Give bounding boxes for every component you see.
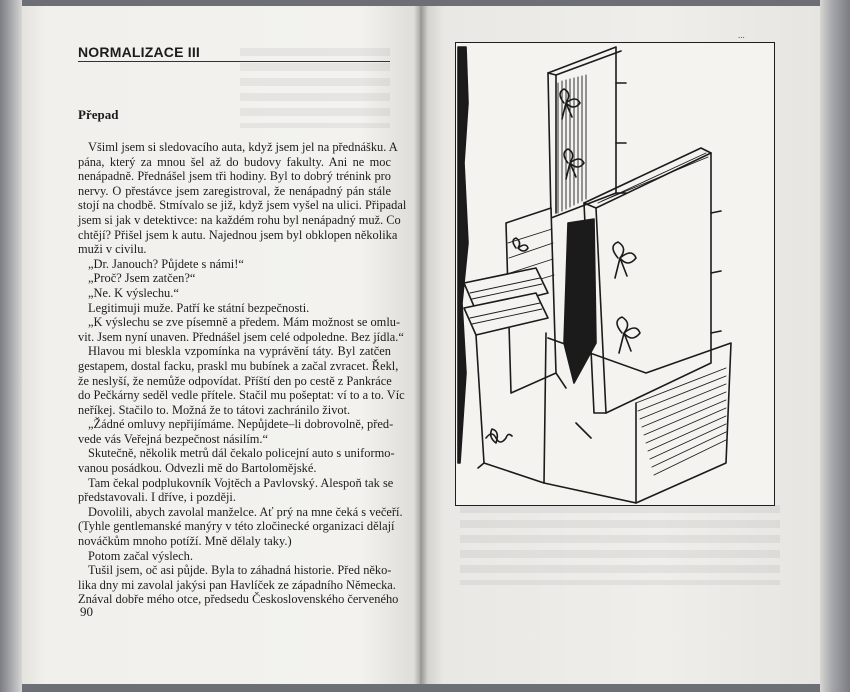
text-line: vit. Jsem nyní unaven. Přednášel jsem celé odpoledne. Bez jídla.“ [78,329,404,344]
left-page-edge [0,0,22,692]
text-line: vanou posádkou. Odvezli mě do Bartolomějské. [78,461,317,476]
text-line: stojí na chodbě. Stmívalo se již, když jsem vyšel na ulici. Připadal [78,198,407,213]
show-through-shadow-right [460,505,780,585]
book-gutter [414,6,428,684]
text-line: „K výslechu se zve písemně a předem. Mám možnost se omlu- [88,315,401,330]
text-line: lika dny mi zavolal jakýsi pan Havlíček ze západního Německa. [78,577,396,592]
text-line: vede vás Veřejná bezpečnost násilím.“ [78,431,269,446]
text-line: do Pečkárny seděl vedle přítele. Stačil mu pošeptat: ví to a to. Víc [78,388,405,403]
text-line: pána, který za mnou šel až do budovy fakulty. Ani ne moc [78,154,391,169]
illustration-frame [455,42,775,506]
text-line: gestapem, dostal facku, praskl mu bubínek a začal zvracet. Řekl, [78,358,399,373]
text-line: „Žádné omluvy nepřijímáme. Nepůjdete–li dobrovolně, před- [88,417,394,432]
text-line: že neslyší, že nemůže odpovídat. Příští den po cestě z Pankráce [78,373,392,388]
page-number: 90 [80,604,93,619]
title-rule [78,61,390,62]
text-line: Dovolili, abych zavolal manželce. Ať prý na mne čeká s večeří. [88,504,403,519]
right-page-edge [820,0,850,692]
text-line: představovali. I dříve, i později. [78,490,236,505]
text-line: Tam čekal podplukovník Vojtěch a Pavlovský. Alespoň tak se [88,475,394,490]
ink-sketch-illustration [456,43,774,505]
text-line: nenápadně. Přednášel jsem tři hodiny. Byl to dobrý trénink pro [78,169,391,184]
corner-mark: ... [738,30,745,40]
text-line: neříkej. Stačilo to. Možná že to tátovi zachránilo život. [78,402,351,417]
section-heading: Přepad [78,107,119,122]
text-line: „Proč? Jsem zatčen?“ [88,271,196,286]
text-line: Všiml jsem si sledovacího auta, když jsem jel na přednášku. A [88,140,398,154]
body-text [78,140,407,607]
text-line: nováčkům mnoho potíží. Mně dělaly taky.) [78,534,292,549]
text-line: nervy. O přestávce jsem zaregistroval, že nenápadný pán stále [78,183,391,198]
chapter-title: NORMALIZACE III [78,44,200,60]
text-line: Hlavou mi bleskla vzpomínka na vyprávění táty. Byl zatčen [88,344,391,359]
text-line: Potom začal výslech. [88,548,193,563]
text-line: Legitimuji muže. Patří ke státní bezpečnosti. [88,300,310,315]
text-line: chtějí? Přišel jsem k autu. Najednou jsem byl obklopen několika [78,227,398,242]
show-through-shadow-left [240,48,390,128]
text-line: „Ne. K výslechu.“ [88,285,179,300]
text-line: jsem si jak v detektivce: na každém rohu byl nenápadný muž. Co [78,212,401,227]
text-line: muži v civilu. [78,242,147,257]
text-line: „Dr. Janouch? Půjdete s námi!“ [88,256,244,271]
text-line: Skutečně, několik metrů dál čekalo policejní auto s uniformo- [88,446,395,461]
text-line: (Tyhle gentlemanské manýry v této zločinecké organizaci dělají [78,519,395,534]
text-line: Znával dobře mého otce, předsedu Československého červeného [78,592,399,607]
text-line: Tušil jsem, oč asi půjde. Byla to záhadná historie. Před něko- [88,563,392,578]
